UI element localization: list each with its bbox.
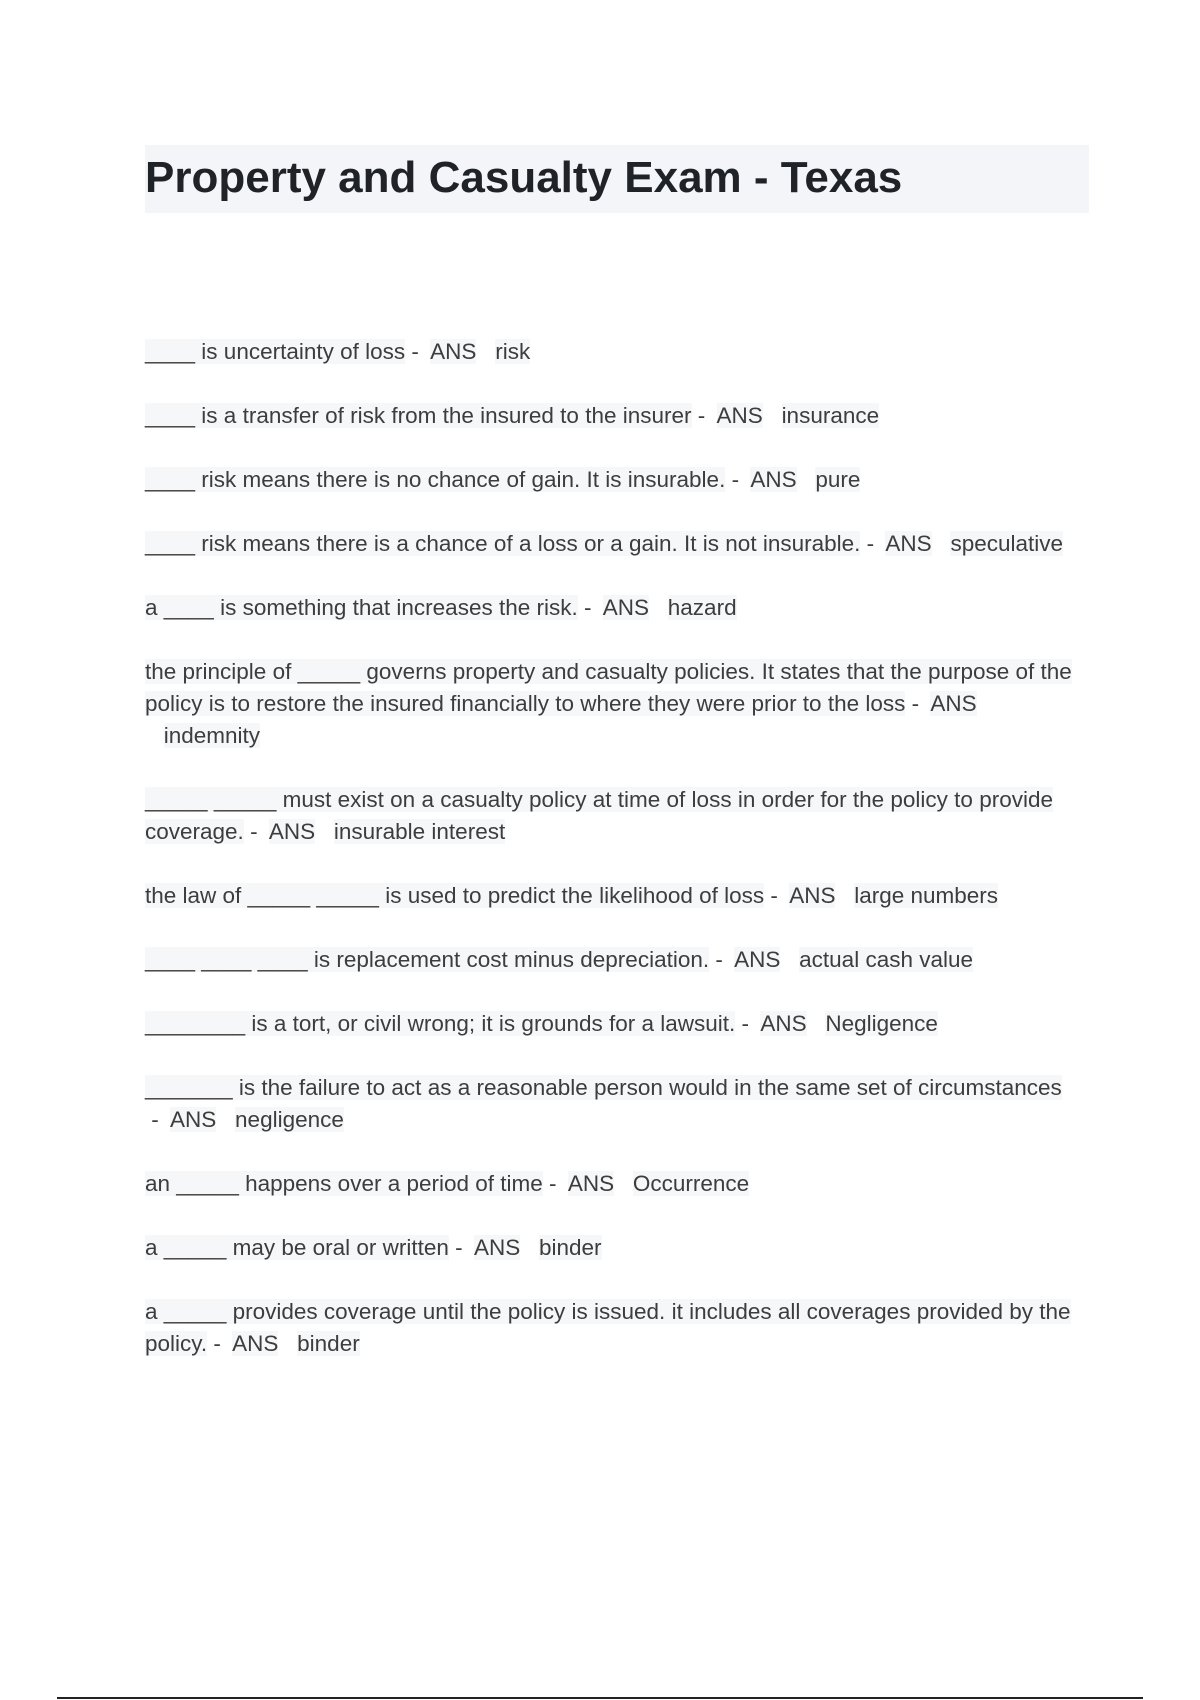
question-text: a ____ is something that increases the risk. bbox=[145, 595, 578, 620]
answer-label: ANS bbox=[268, 819, 316, 844]
answer-text: insurance bbox=[781, 403, 880, 428]
answer-text: speculative bbox=[950, 531, 1064, 556]
page-title: Property and Casualty Exam - Texas bbox=[145, 153, 903, 202]
answer-label: ANS bbox=[170, 1107, 217, 1132]
question-text: ____ risk means there is no chance of gain. It is insurable. bbox=[145, 467, 726, 492]
list-item: a ____ is something that increases the risk. - ANS hazard bbox=[145, 595, 737, 620]
question-text: ____ is a transfer of risk from the insured to the insurer bbox=[145, 403, 692, 428]
question-text: ____ risk means there is a chance of a loss or a gain. It is not insurable. bbox=[145, 531, 861, 556]
answer-text: binder bbox=[297, 1331, 360, 1356]
list-item: _______ is the failure to act as a reasonable person would in the same set of circumstances - ANS negligence bbox=[145, 1075, 1062, 1132]
answer-text: Negligence bbox=[825, 1011, 938, 1036]
question-text: _____ _____ must exist on a casualty policy at time of loss in order for the policy to provide coverage. bbox=[145, 787, 1053, 844]
question-text: the principle of _____ governs property and casualty policies. It states that the purpose of the policy is to restore the insured financially to where they were prior to the loss bbox=[145, 659, 1072, 716]
question-text: a _____ may be oral or written bbox=[145, 1235, 449, 1260]
answer-label: ANS bbox=[885, 531, 932, 556]
list-item: ____ is uncertainty of loss - ANS risk bbox=[145, 339, 531, 364]
footer-rule bbox=[57, 1697, 1143, 1699]
list-item: ____ ____ ____ is replacement cost minus depreciation. - ANS actual cash value bbox=[145, 947, 974, 972]
question-text: an _____ happens over a period of time bbox=[145, 1171, 543, 1196]
list-item: ________ is a tort, or civil wrong; it is grounds for a lawsuit. - ANS Negligence bbox=[145, 1011, 938, 1036]
answer-label: ANS bbox=[232, 1331, 279, 1356]
answer-text: insurable interest bbox=[333, 819, 506, 844]
answer-text: actual cash value bbox=[799, 947, 974, 972]
list-item: _____ _____ must exist on a casualty policy at time of loss in order for the policy to provide coverage. - ANS insurable interest bbox=[145, 787, 1053, 844]
question-text: ____ is uncertainty of loss bbox=[145, 339, 406, 364]
answer-label: ANS bbox=[789, 883, 836, 908]
title-band bbox=[145, 145, 1089, 213]
answer-text: negligence bbox=[235, 1107, 344, 1132]
question-text: _______ is the failure to act as a reasonable person would in the same set of circumstances bbox=[145, 1075, 1062, 1100]
answer-label: ANS bbox=[602, 595, 650, 620]
answer-label: ANS bbox=[930, 691, 977, 716]
list-item: the principle of _____ governs property and casualty policies. It states that the purpose of the policy is to restore the insured financially to where they were prior to the loss - ANS indemnity bbox=[145, 659, 1072, 748]
answer-text: large numbers bbox=[854, 883, 999, 908]
answer-text: indemnity bbox=[163, 723, 261, 748]
list-item: the law of _____ _____ is used to predict the likelihood of loss - ANS large numbers bbox=[145, 883, 999, 908]
answer-text: risk bbox=[495, 339, 531, 364]
answer-label: ANS bbox=[473, 1235, 521, 1260]
list-item: ____ risk means there is a chance of a loss or a gain. It is not insurable. - ANS speculative bbox=[145, 531, 1064, 556]
answer-text: binder bbox=[538, 1235, 602, 1260]
question-text: a _____ provides coverage until the policy is issued. it includes all coverages provided by the policy. bbox=[145, 1299, 1071, 1356]
answer-label: ANS bbox=[567, 1171, 615, 1196]
answer-text: hazard bbox=[667, 595, 737, 620]
question-text: the law of _____ _____ is used to predict the likelihood of loss bbox=[145, 883, 765, 908]
list-item: ____ is a transfer of risk from the insured to the insurer - ANS insurance bbox=[145, 403, 880, 428]
answer-label: ANS bbox=[760, 1011, 807, 1036]
question-text: ________ is a tort, or civil wrong; it is grounds for a lawsuit. bbox=[145, 1011, 736, 1036]
list-item: a _____ may be oral or written - ANS binder bbox=[145, 1235, 602, 1260]
answer-label: ANS bbox=[734, 947, 781, 972]
answer-label: ANS bbox=[750, 467, 797, 492]
answer-text: Occurrence bbox=[632, 1171, 750, 1196]
question-text: ____ ____ ____ is replacement cost minus depreciation. bbox=[145, 947, 710, 972]
list-item: a _____ provides coverage until the policy is issued. it includes all coverages provided by the policy. - ANS binder bbox=[145, 1299, 1071, 1356]
answer-label: ANS bbox=[716, 403, 763, 428]
answer-text: pure bbox=[815, 467, 861, 492]
qa-list bbox=[145, 336, 1085, 1392]
answer-label: ANS bbox=[430, 339, 477, 364]
list-item: ____ risk means there is no chance of gain. It is insurable. - ANS pure bbox=[145, 467, 861, 492]
list-item: an _____ happens over a period of time - ANS Occurrence bbox=[145, 1171, 750, 1196]
